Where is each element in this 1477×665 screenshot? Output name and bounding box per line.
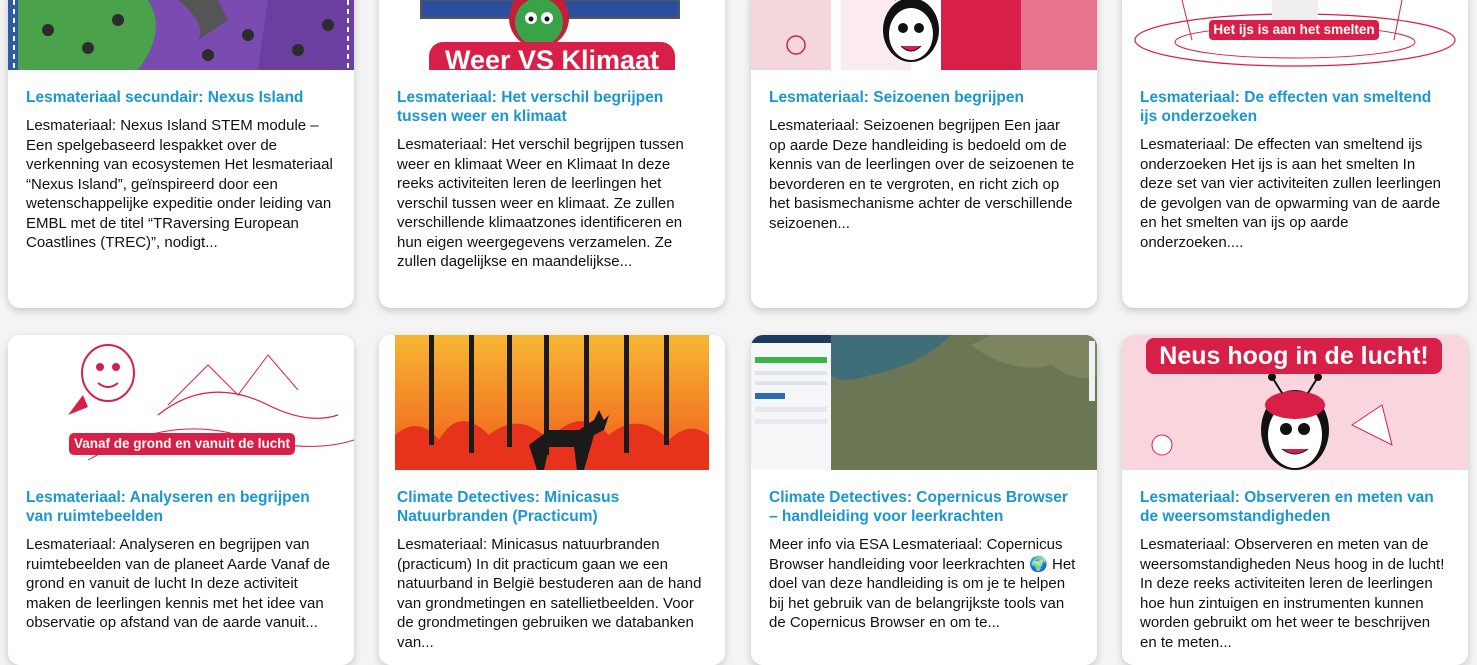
card-excerpt: Lesmateriaal: Het verschil begrijpen tussen weer en klimaat Weer en Klimaat In deze reeks activiteiten leren de leerlingen het verschil tussen weer en klimaat. Ze zullen verschillende klimaatzones identificeren en hun eigen weergegevens verzamelen. Ze zullen dagelijkse en maandelijkse...: [397, 136, 684, 270]
card-thumbnail[interactable]: [379, 0, 725, 70]
card-thumbnail[interactable]: [8, 335, 354, 470]
card-thumbnail[interactable]: [1122, 335, 1468, 470]
card-title[interactable]: Climate Detectives: Minicasus Natuurbranden (Practicum): [397, 489, 620, 525]
card-title[interactable]: Lesmateriaal: Seizoenen begrijpen: [769, 89, 1024, 106]
natuurbranden-image: [379, 335, 725, 470]
card-title[interactable]: Lesmateriaal secundair: Nexus Island: [26, 89, 304, 106]
image-banner: Neus hoog in de lucht!: [1146, 338, 1442, 374]
card-title[interactable]: Lesmateriaal: De effecten van smeltend ijs onderzoeken: [1140, 89, 1432, 125]
card-nexus-island[interactable]: [8, 0, 354, 308]
card-excerpt: Lesmateriaal: Nexus Island STEM module – Een spelgebaseerd lespakket over de verkenning van ecosystemen Het lesmateriaal “Nexus Island”, geïnspireerd door een wetenschappelijke expeditie onder leiding van EMBL met de titel “TRaversing European Coastlines (TREC)”, nodigt...: [26, 117, 333, 251]
card-title[interactable]: Lesmateriaal: Analyseren en begrijpen van ruimtebeelden: [26, 489, 310, 525]
card-smeltend-ijs[interactable]: [1122, 0, 1468, 308]
card-natuurbranden[interactable]: [379, 335, 725, 665]
card-ruimtebeelden[interactable]: [8, 335, 354, 665]
card-thumbnail[interactable]: [751, 0, 1097, 70]
card-excerpt: Lesmateriaal: De effecten van smeltend ijs onderzoeken Het ijs is aan het smelten In deze set van vier activiteiten zullen leerlingen de gevolgen van de opwarming van de aarde en het smelten van ijs op aarde onderzoeken....: [1140, 136, 1442, 251]
card-excerpt: Lesmateriaal: Observeren en meten van de weersomstandigheden Neus hoog in de lucht! In deze reeks activiteiten leren de leerlingen hoe hun zintuigen en instrumenten kunnen worden gebruikt om het weer te beschrijven en te meten...: [1140, 536, 1445, 651]
card-title[interactable]: Climate Detectives: Copernicus Browser – handleiding voor leerkrachten: [769, 489, 1068, 525]
image-banner: Vanaf de grond en vanuit de lucht: [69, 433, 295, 455]
card-title[interactable]: Lesmateriaal: Het verschil begrijpen tussen weer en klimaat: [397, 89, 664, 125]
card-title[interactable]: Lesmateriaal: Observeren en meten van de weersomstandigheden: [1140, 489, 1434, 525]
card-excerpt: Lesmateriaal: Seizoenen begrijpen Een jaar op aarde Deze handleiding is bedoeld om de kennis van de leerlingen over de seizoenen te bevorderen en te vergroten, en richt zich op het basismechanisme achter de verschillende seizoenen...: [769, 117, 1075, 232]
card-thumbnail[interactable]: [379, 335, 725, 470]
card-weer-vs-klimaat[interactable]: [379, 0, 725, 308]
image-banner: Het ijs is aan het smelten: [1209, 20, 1379, 40]
nexus-island-map-image: [8, 0, 354, 70]
seizoenen-image: [751, 0, 1097, 70]
card-thumbnail[interactable]: [1122, 0, 1468, 70]
card-weersomstandigheden[interactable]: [1122, 335, 1468, 665]
card-excerpt: Meer info via ESA Lesmateriaal: Copernicus Browser handleiding voor leerkrachten 🌍 Het doel van deze handleiding is om je te helpen bij het gebruik van de belangrijkste tools van de Copernicus Browser en om te...: [769, 536, 1076, 631]
card-excerpt: Lesmateriaal: Minicasus natuurbranden (practicum) In dit practicum gaan we een natuurband in België bestuderen aan de hand van grondmetingen en satellietbeelden. Voor de grondmetingen gebruiken we databanken van...: [397, 536, 702, 651]
copernicus-browser-screenshot: [751, 335, 1097, 470]
card-thumbnail[interactable]: [751, 335, 1097, 470]
image-banner: Weer VS Klimaat: [429, 42, 675, 70]
card-thumbnail[interactable]: [8, 0, 354, 70]
card-copernicus-browser[interactable]: [751, 335, 1097, 665]
card-seizoenen[interactable]: [751, 0, 1097, 308]
card-excerpt: Lesmateriaal: Analyseren en begrijpen van ruimtebeelden van de planeet Aarde Vanaf de grond en vanuit de lucht In deze activiteit maken de leerlingen kennis met het idee van observatie op afstand van de aarde vanuit...: [26, 536, 331, 631]
